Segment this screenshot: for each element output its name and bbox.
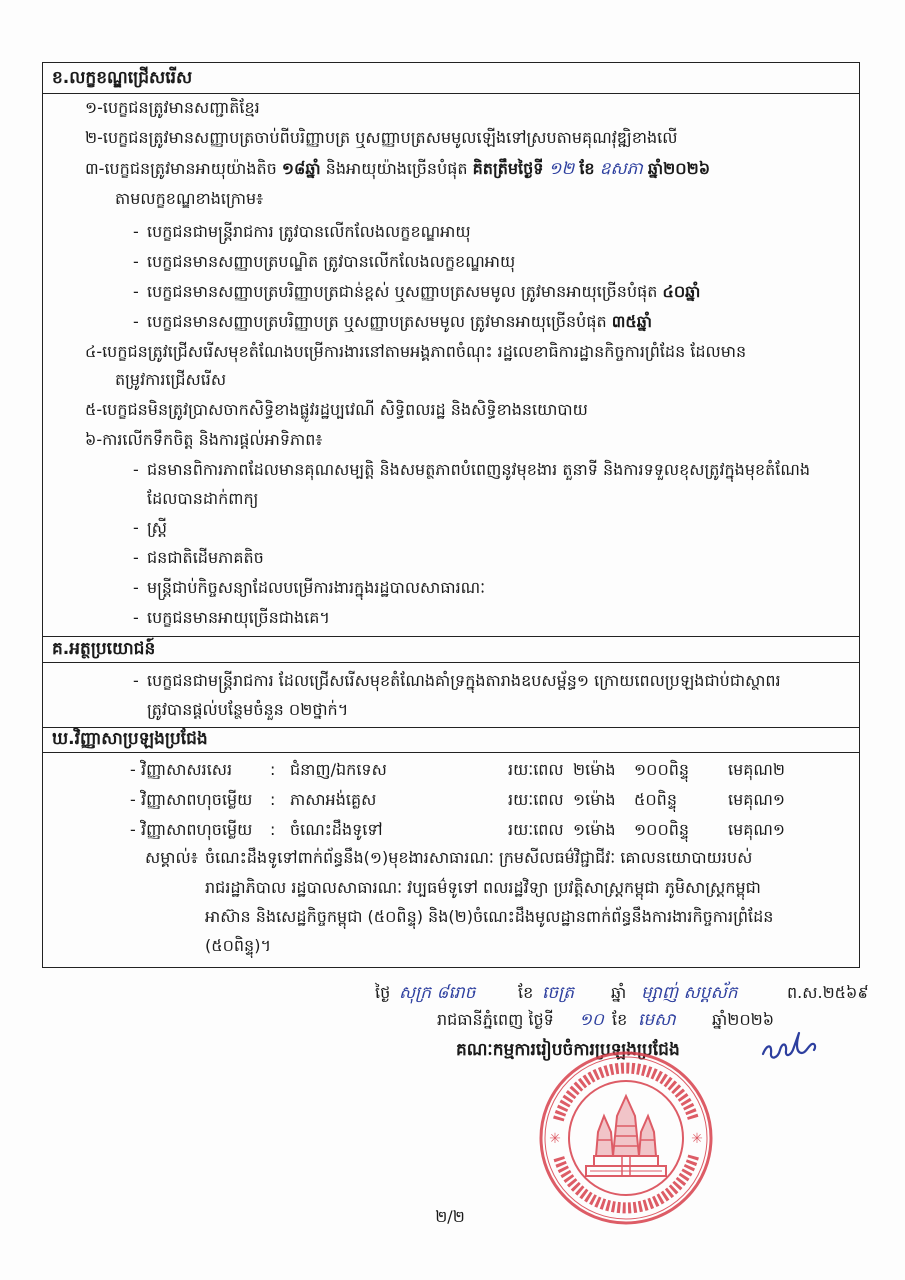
exam-duration: ១ម៉ោង bbox=[573, 790, 616, 809]
lunar-day-handwritten: សុក្រ ៨រោច bbox=[399, 983, 476, 1003]
criterion-5: ៥-បេក្ខជនមិនត្រូវប្រាសចាកសិទ្ធិខាងផ្លូវរដ្ឋប្បវេណី សិទ្ធិពលរដ្ឋ និងសិទ្ធិខាងនយោបាយ bbox=[85, 400, 588, 419]
criterion-3-month-handwritten: ឧសភា bbox=[599, 159, 643, 179]
exam-duration: ២ម៉ោង bbox=[573, 760, 616, 779]
age-exception-3-limit: ៤០ឆ្នាំ bbox=[662, 282, 701, 301]
official-seal bbox=[536, 1048, 716, 1228]
exam-separator: : bbox=[270, 790, 276, 809]
age-exception-3-text: បេក្ខជនមានសញ្ញាបត្របរិញ្ញាបត្រជាន់ខ្ពស់ ឬសញ្ញាបត្រសមមូល ត្រូវមានអាយុច្រើនបំផុត bbox=[147, 282, 658, 301]
criterion-3-continuation: តាមលក្ខខណ្ឌខាងក្រោម៖ bbox=[115, 189, 264, 208]
criterion-4: ៤-បេក្ខជនត្រូវជ្រើសរើសមុខតំណែងបម្រើការងារនៅតាមអង្គភាពចំណុះ រដ្ឋលេខាធិការដ្ឋានកិច្ចការព្រំដែន ដែលមាន bbox=[85, 342, 747, 361]
lunar-month-handwritten: ចេត្រ bbox=[542, 983, 575, 1003]
criterion-1: ១-បេក្ខជនត្រូវមានសញ្ជាតិខ្មែរ bbox=[85, 98, 260, 117]
bullet-dash: - bbox=[133, 312, 139, 331]
bullet-dash: - bbox=[133, 671, 139, 690]
exam-coefficient: មេគុណ១ bbox=[728, 820, 786, 839]
exam-duration-label: រយៈពេល bbox=[508, 790, 564, 809]
gregorian-day-handwritten: ១០ bbox=[579, 1010, 604, 1030]
seal-star-icon: ✳ bbox=[691, 1131, 703, 1147]
note-line: រាជរដ្ឋាភិបាល រដ្ឋបាលសាធារណៈ វប្បធម៌ទូទៅ ពលរដ្ឋវិទ្យា ប្រវត្តិសាស្ត្រកម្ពុជា ភូមិសាស្ត្រកម្ពុជា bbox=[205, 878, 761, 897]
priority-item-2: ស្ត្រី bbox=[147, 518, 167, 537]
exam-separator: : bbox=[270, 760, 276, 779]
criterion-3-prefix: ៣-បេក្ខជនត្រូវមានអាយុយ៉ាងតិច bbox=[85, 159, 277, 178]
lunar-day-label: ថ្ងៃ bbox=[375, 983, 391, 1002]
lunar-year-handwritten: ម្សាញ់ សប្តស័ក bbox=[641, 983, 738, 1003]
note-line: អាស៊ាន និងសេដ្ឋកិច្ចកម្ពុជា (៥០ពិន្ទុ) និង(២)ចំណេះដឹងមូលដ្ឋានពាក់ព័ន្ធនឹងការងារកិច្ចការព្រំដែន bbox=[205, 907, 774, 926]
age-exception-1: បេក្ខជនជាមន្ត្រីរាជការ ត្រូវបានលើកលែងលក្ខខណ្ឌអាយុ bbox=[147, 222, 471, 241]
priority-item-1-continuation: ដែលបានដាក់ពាក្យ bbox=[147, 489, 259, 508]
bullet-dash: - bbox=[133, 548, 139, 567]
exam-row bbox=[0, 816, 860, 844]
gregorian-month-handwritten: មេសា bbox=[638, 1010, 676, 1030]
exam-subject: ចំណេះដឹងទូទៅ bbox=[290, 820, 383, 839]
criterion-3 bbox=[85, 155, 855, 183]
age-exception-4-text: បេក្ខជនមានសញ្ញាបត្របរិញ្ញាបត្រ ឬសញ្ញាបត្រសមមូល ត្រូវមានអាយុច្រើនបំផុត bbox=[147, 312, 607, 331]
lunar-month-label: ខែ bbox=[518, 983, 534, 1002]
buddhist-era: ព.ស.២៥៦៩ bbox=[787, 983, 869, 1002]
priority-item-5: បេក្ខជនមានអាយុច្រើនជាងគេ។ bbox=[147, 608, 330, 627]
exam-duration-label: រយៈពេល bbox=[508, 760, 564, 779]
bullet-dash: - bbox=[133, 518, 139, 537]
criterion-3-min-age: ១៨ឆ្នាំ bbox=[281, 159, 321, 178]
exam-coefficient: មេគុណ១ bbox=[728, 790, 786, 809]
exam-type: វិញ្ញាសាពហុចម្លើយ bbox=[141, 820, 253, 839]
note-label: សម្គាល់៖ bbox=[145, 848, 198, 867]
exam-subject: ជំនាញ/ឯកទេស bbox=[290, 760, 387, 779]
temple-icon bbox=[586, 1096, 666, 1176]
bullet-dash: - bbox=[133, 578, 139, 597]
bullet-dash: - bbox=[133, 608, 139, 627]
age-exception-2: បេក្ខជនមានសញ្ញាបត្របណ្ឌិត ត្រូវបានលើកលែងលក្ខខណ្ឌអាយុ bbox=[147, 252, 516, 271]
section-d-heading: ឃ.វិញ្ញាសាប្រឡងប្រជែង bbox=[52, 729, 208, 749]
bullet-dash: - bbox=[133, 460, 139, 479]
committee-name: គណៈកម្មការរៀបចំការប្រឡងប្រជែង bbox=[456, 1040, 680, 1060]
bullet-dash: - bbox=[130, 820, 136, 839]
bullet-dash: - bbox=[130, 760, 136, 779]
signature-mark bbox=[760, 1030, 820, 1064]
gregorian-month-label: ខែ bbox=[612, 1010, 628, 1029]
exam-type: វិញ្ញាសាសរសេរ bbox=[141, 760, 233, 779]
criterion-2: ២-បេក្ខជនត្រូវមានសញ្ញាបត្រចាប់ពីបរិញ្ញាបត្រ ឬសញ្ញាបត្រសមមូលឡើងទៅស្របតាមគុណវុឌ្ឍិខាងលើ bbox=[85, 128, 678, 147]
lunar-year-label: ឆ្នាំ bbox=[611, 983, 627, 1002]
benefit-text: បេក្ខជនជាមន្ត្រីរាជការ ដែលជ្រើសរើសមុខតំណែងគាំទ្រក្នុងតារាងឧបសម្ព័ន្ធ១ ក្រោយពេលប្រឡងជាប់ជាស្ថាពរ bbox=[147, 671, 781, 690]
place-day-label: រាជធានីភ្នំពេញ ថ្ងៃទី bbox=[437, 1010, 554, 1029]
section-divider bbox=[42, 662, 860, 663]
gregorian-year: ឆ្នាំ២០២៦ bbox=[712, 1010, 775, 1029]
exam-duration: ១ម៉ោង bbox=[573, 820, 616, 839]
age-exception-3 bbox=[147, 278, 855, 306]
exam-duration-label: រយៈពេល bbox=[508, 820, 564, 839]
age-exception-4-limit: ៣៥ឆ្នាំ bbox=[611, 312, 652, 331]
section-divider bbox=[42, 752, 860, 753]
seal-star-icon: ✳ bbox=[549, 1131, 561, 1147]
bullet-dash: - bbox=[130, 790, 136, 809]
note-line: (៥០ពិន្ទុ)។ bbox=[205, 936, 271, 955]
priority-item-1: ជនមានពិការភាពដែលមានគុណសម្បត្តិ និងសមត្ថភាពបំពេញនូវមុខងារ តួនាទី និងការទទួលខុសត្រូវក្នុងមុខតំណែង bbox=[147, 460, 811, 479]
section-b-heading: ខ.លក្ខខណ្ឌជ្រើសរើស bbox=[52, 68, 193, 88]
note-line: ចំណេះដឹងទូទៅពាក់ព័ន្ធនឹង(១)មុខងារសាធារណៈ ក្រមសីលធម៌វិជ្ជាជីវៈ គោលនយោបាយរបស់ bbox=[205, 848, 753, 867]
exam-separator: : bbox=[270, 820, 276, 839]
age-exception-4 bbox=[147, 308, 855, 336]
benefit-text-continuation: ត្រូវបានផ្ដល់បន្ថែមចំនួន ០២ថ្នាក់។ bbox=[147, 700, 349, 719]
criterion-3-middle: និងអាយុយ៉ាងច្រើនបំផុត bbox=[325, 159, 468, 178]
section-c-heading: គ.អត្ថប្រយោជន៍ bbox=[52, 639, 156, 659]
exam-row bbox=[0, 756, 860, 784]
exam-points: ១០០ពិន្ទុ bbox=[634, 820, 690, 839]
bullet-dash: - bbox=[133, 282, 139, 301]
exam-points: ៥០ពិន្ទុ bbox=[634, 790, 677, 809]
exam-type: វិញ្ញាសាពហុចម្លើយ bbox=[141, 790, 253, 809]
bullet-dash: - bbox=[133, 252, 139, 271]
bullet-dash: - bbox=[133, 222, 139, 241]
exam-subject: ភាសាអង់គ្លេស bbox=[290, 790, 377, 809]
exam-coefficient: មេគុណ២ bbox=[728, 760, 786, 779]
criterion-3-day-handwritten: ១២ bbox=[548, 159, 575, 179]
criterion-3-year: ឆ្នាំ២០២៦ bbox=[647, 159, 711, 178]
exam-row bbox=[0, 786, 860, 814]
criterion-3-as-of: គិតត្រឹមថ្ងៃទី bbox=[472, 159, 544, 178]
criterion-3-month-label: ខែ bbox=[579, 159, 595, 178]
priority-item-3: ជនជាតិដើមភាគតិច bbox=[147, 548, 264, 567]
page-number: ២/២ bbox=[435, 1207, 465, 1226]
exam-points: ១០០ពិន្ទុ bbox=[634, 760, 690, 779]
priority-item-4: មន្ត្រីជាប់កិច្ចសន្យាដែលបម្រើការងារក្នុងរដ្ឋបាលសាធារណៈ bbox=[147, 578, 486, 597]
criterion-4-continuation: តម្រូវការជ្រើសរើស bbox=[115, 370, 227, 389]
criterion-6: ៦-ការលើកទឹកចិត្ត និងការផ្ដល់អាទិភាព៖ bbox=[85, 430, 323, 449]
